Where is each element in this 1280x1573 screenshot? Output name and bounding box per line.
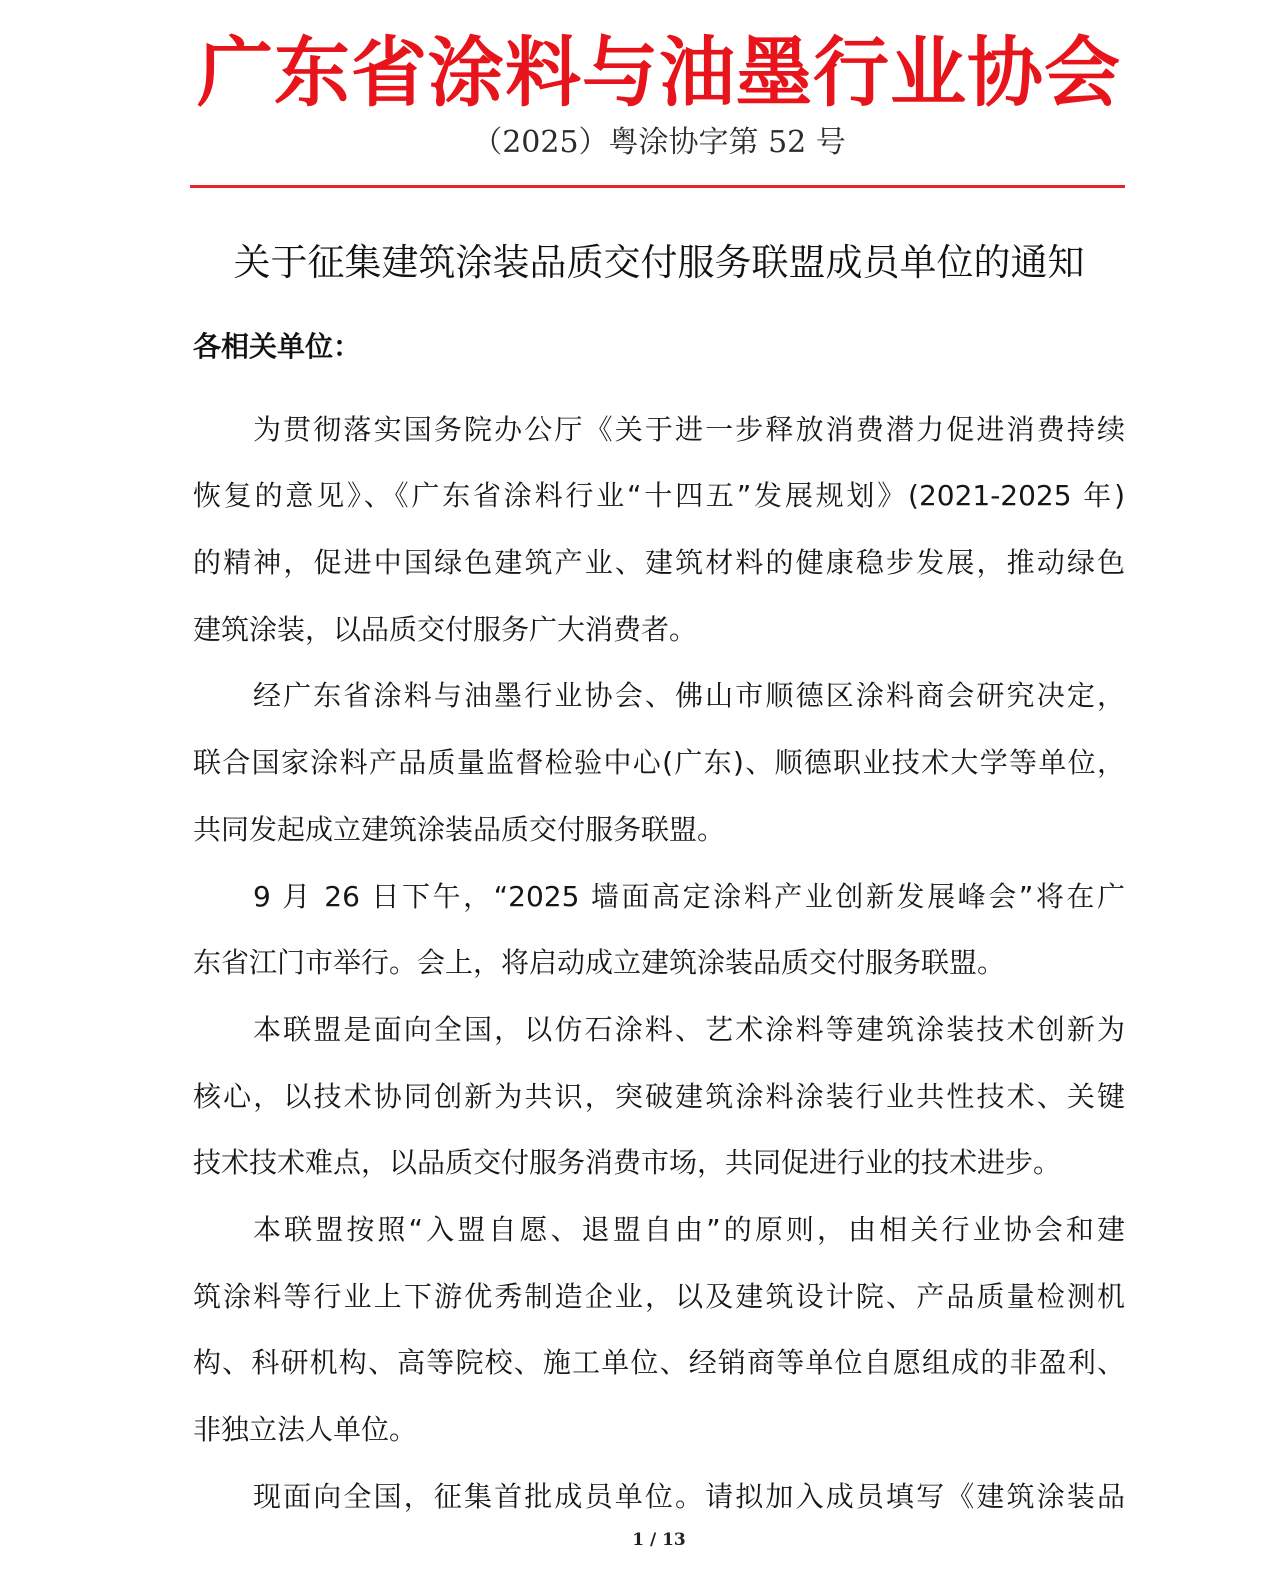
body-line: 共同发起成立建筑涂装品质交付服务联盟。 bbox=[193, 812, 726, 846]
body-line: 核心，以技术协同创新为共识，突破建筑涂料涂装行业共性技术、关键 bbox=[193, 1079, 1125, 1113]
body-line: 构、科研机构、高等院校、施工单位、经销商等单位自愿组成的非盈利、 bbox=[193, 1346, 1125, 1380]
organization-name-header: 广东省涂料与油墨行业协会 bbox=[197, 28, 1121, 117]
body-line: 9 月 26 日下午，“2025 墙面高定涂料产业创新发展峰会”将在广 bbox=[253, 879, 1125, 913]
body-paragraph-6 bbox=[193, 1464, 1125, 1531]
page-indicator: 1 / 13 bbox=[632, 1530, 686, 1550]
notice-title: 关于征集建筑涂装品质交付服务联盟成员单位的通知 bbox=[233, 241, 1085, 284]
body-line: 本联盟是面向全国，以仿石涂料、艺术涂料等建筑涂装技术创新为 bbox=[253, 1012, 1125, 1046]
body-line: 本联盟按照“入盟自愿、退盟自由”的原则，由相关行业协会和建 bbox=[253, 1212, 1125, 1246]
body-paragraph-1 bbox=[193, 397, 1125, 664]
body-line: 恢复的意见》、《广东省涂料行业“十四五”发展规划》(2021-2025 年) bbox=[193, 479, 1125, 513]
notice-body bbox=[193, 397, 1125, 1531]
document-number: （2025）粤涂协字第 52 号 bbox=[472, 125, 846, 160]
body-line: 经广东省涂料与油墨行业协会、佛山市顺德区涂料商会研究决定， bbox=[253, 679, 1125, 713]
body-paragraph-2 bbox=[193, 663, 1125, 863]
salutation: 各相关单位： bbox=[193, 330, 362, 363]
body-line: 为贯彻落实国务院办公厅《关于进一步释放消费潜力促进消费持续 bbox=[253, 412, 1125, 446]
body-line: 非独立法人单位。 bbox=[193, 1413, 418, 1446]
body-line: 现面向全国，征集首批成员单位。请拟加入成员填写《建筑涂装品 bbox=[253, 1479, 1125, 1513]
body-paragraph-3 bbox=[193, 864, 1125, 997]
body-paragraph-4 bbox=[193, 997, 1125, 1197]
body-paragraph-5 bbox=[193, 1197, 1125, 1464]
body-line: 建筑涂装，以品质交付服务广大消费者。 bbox=[193, 612, 698, 646]
body-line: 的精神，促进中国绿色建筑产业、建筑材料的健康稳步发展，推动绿色 bbox=[193, 546, 1125, 580]
body-line: 联合国家涂料产品质量监督检验中心(广东)、顺德职业技术大学等单位， bbox=[193, 746, 1125, 780]
body-line: 技术技术难点，以品质交付服务消费市场，共同促进行业的技术进步。 bbox=[193, 1146, 1062, 1180]
red-divider-line bbox=[190, 185, 1125, 188]
body-line: 东省江门市举行。会上，将启动成立建筑涂装品质交付服务联盟。 bbox=[193, 946, 1006, 980]
body-line: 筑涂料等行业上下游优秀制造企业，以及建筑设计院、产品质量检测机 bbox=[193, 1279, 1125, 1313]
